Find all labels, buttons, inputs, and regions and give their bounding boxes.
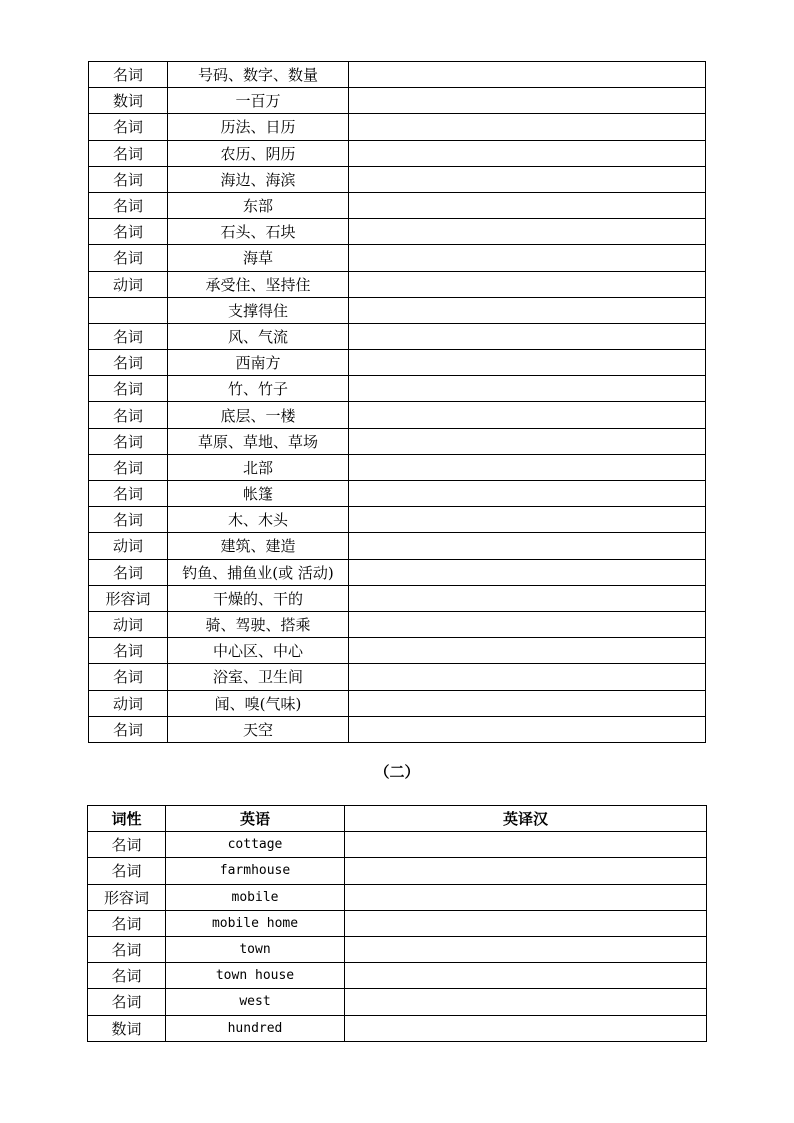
part-of-speech-cell: 名词 bbox=[88, 989, 166, 1015]
answer-cell[interactable] bbox=[349, 690, 706, 716]
table-header-row bbox=[88, 806, 707, 832]
answer-cell[interactable] bbox=[349, 140, 706, 166]
chinese-meaning-cell: 中心区、中心 bbox=[168, 638, 349, 664]
chinese-meaning-cell: 闻、嗅(气味) bbox=[168, 690, 349, 716]
part-of-speech-cell: 名词 bbox=[89, 114, 168, 140]
answer-cell[interactable] bbox=[349, 192, 706, 218]
table-row bbox=[88, 936, 707, 962]
part-of-speech-cell: 名词 bbox=[88, 858, 166, 884]
english-word-cell: mobile bbox=[166, 884, 345, 910]
answer-cell[interactable] bbox=[349, 350, 706, 376]
table-row bbox=[89, 88, 706, 114]
answer-cell[interactable] bbox=[349, 533, 706, 559]
chinese-meaning-cell: 海草 bbox=[168, 245, 349, 271]
english-word-cell: farmhouse bbox=[166, 858, 345, 884]
table-row bbox=[88, 963, 707, 989]
chinese-meaning-cell: 海边、海滨 bbox=[168, 166, 349, 192]
table-row bbox=[89, 690, 706, 716]
chinese-meaning-cell: 风、气流 bbox=[168, 323, 349, 349]
answer-cell[interactable] bbox=[349, 664, 706, 690]
table-row bbox=[89, 114, 706, 140]
answer-cell[interactable] bbox=[349, 716, 706, 742]
part-of-speech-cell: 名词 bbox=[89, 402, 168, 428]
answer-cell[interactable] bbox=[349, 481, 706, 507]
chinese-meaning-cell: 东部 bbox=[168, 192, 349, 218]
answer-cell[interactable] bbox=[349, 585, 706, 611]
part-of-speech-cell bbox=[89, 297, 168, 323]
chinese-meaning-cell: 北部 bbox=[168, 454, 349, 480]
answer-cell[interactable] bbox=[345, 1015, 707, 1041]
table-row bbox=[89, 350, 706, 376]
answer-cell[interactable] bbox=[349, 245, 706, 271]
answer-cell[interactable] bbox=[349, 638, 706, 664]
part-of-speech-cell: 名词 bbox=[89, 664, 168, 690]
chinese-meaning-cell: 历法、日历 bbox=[168, 114, 349, 140]
english-word-cell: cottage bbox=[166, 832, 345, 858]
table-row bbox=[89, 454, 706, 480]
section-title: （二） bbox=[374, 763, 420, 781]
answer-cell[interactable] bbox=[345, 858, 707, 884]
answer-cell[interactable] bbox=[349, 297, 706, 323]
table-row bbox=[88, 1015, 707, 1041]
chinese-meaning-cell: 农历、阴历 bbox=[168, 140, 349, 166]
table-row bbox=[89, 402, 706, 428]
english-word-cell: town bbox=[166, 936, 345, 962]
answer-cell[interactable] bbox=[349, 507, 706, 533]
table-row bbox=[89, 638, 706, 664]
answer-cell[interactable] bbox=[345, 910, 707, 936]
answer-cell[interactable] bbox=[349, 428, 706, 454]
english-word-cell: west bbox=[166, 989, 345, 1015]
answer-cell[interactable] bbox=[349, 114, 706, 140]
table-row bbox=[88, 832, 707, 858]
part-of-speech-cell: 动词 bbox=[89, 271, 168, 297]
answer-cell[interactable] bbox=[349, 323, 706, 349]
part-of-speech-cell: 数词 bbox=[88, 1015, 166, 1041]
answer-cell[interactable] bbox=[345, 963, 707, 989]
part-of-speech-cell: 名词 bbox=[89, 245, 168, 271]
chinese-meaning-cell: 一百万 bbox=[168, 88, 349, 114]
chinese-meaning-cell: 木、木头 bbox=[168, 507, 349, 533]
chinese-meaning-cell: 浴室、卫生间 bbox=[168, 664, 349, 690]
part-of-speech-cell: 名词 bbox=[89, 166, 168, 192]
part-of-speech-cell: 动词 bbox=[89, 690, 168, 716]
table-row bbox=[89, 271, 706, 297]
table-row bbox=[89, 192, 706, 218]
table-row bbox=[88, 910, 707, 936]
part-of-speech-cell: 名词 bbox=[89, 638, 168, 664]
chinese-meaning-cell: 支撑得住 bbox=[168, 297, 349, 323]
chinese-meaning-cell: 石头、石块 bbox=[168, 219, 349, 245]
part-of-speech-cell: 名词 bbox=[88, 832, 166, 858]
part-of-speech-cell: 名词 bbox=[89, 192, 168, 218]
chinese-meaning-cell: 西南方 bbox=[168, 350, 349, 376]
part-of-speech-cell: 名词 bbox=[89, 716, 168, 742]
answer-cell[interactable] bbox=[345, 832, 707, 858]
chinese-meaning-cell: 底层、一楼 bbox=[168, 402, 349, 428]
part-of-speech-cell: 名词 bbox=[89, 454, 168, 480]
english-word-cell: town house bbox=[166, 963, 345, 989]
table-row bbox=[89, 585, 706, 611]
part-of-speech-cell: 名词 bbox=[89, 219, 168, 245]
answer-cell[interactable] bbox=[345, 884, 707, 910]
part-of-speech-cell: 名词 bbox=[89, 376, 168, 402]
part-of-speech-cell: 名词 bbox=[89, 559, 168, 585]
table-row bbox=[89, 297, 706, 323]
answer-cell[interactable] bbox=[345, 936, 707, 962]
answer-cell[interactable] bbox=[345, 989, 707, 1015]
chinese-meaning-cell: 竹、竹子 bbox=[168, 376, 349, 402]
table-row bbox=[89, 611, 706, 637]
answer-cell[interactable] bbox=[349, 271, 706, 297]
part-of-speech-cell: 名词 bbox=[89, 350, 168, 376]
table-row bbox=[88, 858, 707, 884]
table-row bbox=[89, 166, 706, 192]
part-of-speech-cell: 形容词 bbox=[88, 884, 166, 910]
answer-cell[interactable] bbox=[349, 62, 706, 88]
table-row bbox=[89, 716, 706, 742]
table-row bbox=[89, 140, 706, 166]
part-of-speech-cell: 名词 bbox=[89, 507, 168, 533]
answer-cell[interactable] bbox=[349, 88, 706, 114]
part-of-speech-cell: 名词 bbox=[89, 481, 168, 507]
header-translation: 英译汉 bbox=[345, 806, 707, 832]
part-of-speech-cell: 名词 bbox=[88, 910, 166, 936]
table-row bbox=[89, 664, 706, 690]
part-of-speech-cell: 动词 bbox=[89, 533, 168, 559]
table-row bbox=[89, 245, 706, 271]
answer-cell[interactable] bbox=[349, 454, 706, 480]
chinese-meaning-cell: 干燥的、干的 bbox=[168, 585, 349, 611]
table-row bbox=[88, 989, 707, 1015]
table-row bbox=[89, 507, 706, 533]
chinese-meaning-cell: 号码、数字、数量 bbox=[168, 62, 349, 88]
table-row bbox=[89, 376, 706, 402]
part-of-speech-cell: 名词 bbox=[89, 140, 168, 166]
chinese-meaning-cell: 天空 bbox=[168, 716, 349, 742]
part-of-speech-cell: 名词 bbox=[89, 428, 168, 454]
part-of-speech-cell: 形容词 bbox=[89, 585, 168, 611]
answer-cell[interactable] bbox=[349, 219, 706, 245]
part-of-speech-cell: 数词 bbox=[89, 88, 168, 114]
answer-cell[interactable] bbox=[349, 376, 706, 402]
table-row bbox=[88, 884, 707, 910]
header-english: 英语 bbox=[166, 806, 345, 832]
answer-cell[interactable] bbox=[349, 166, 706, 192]
vocab-table-english-to-chinese bbox=[87, 805, 707, 1042]
part-of-speech-cell: 动词 bbox=[89, 611, 168, 637]
header-part-of-speech: 词性 bbox=[88, 806, 166, 832]
english-word-cell: mobile home bbox=[166, 910, 345, 936]
chinese-meaning-cell: 建筑、建造 bbox=[168, 533, 349, 559]
part-of-speech-cell: 名词 bbox=[89, 323, 168, 349]
table-row bbox=[89, 533, 706, 559]
table-row bbox=[89, 62, 706, 88]
vocab-table-chinese-to-english bbox=[88, 61, 706, 743]
table-row bbox=[89, 481, 706, 507]
table-row bbox=[89, 559, 706, 585]
part-of-speech-cell: 名词 bbox=[89, 62, 168, 88]
answer-cell[interactable] bbox=[349, 559, 706, 585]
table-row bbox=[89, 428, 706, 454]
chinese-meaning-cell: 钓鱼、捕鱼业(或 活动) bbox=[168, 559, 349, 585]
answer-cell[interactable] bbox=[349, 611, 706, 637]
chinese-meaning-cell: 帐篷 bbox=[168, 481, 349, 507]
vocab-table-body bbox=[88, 832, 707, 1042]
table-row bbox=[89, 323, 706, 349]
part-of-speech-cell: 名词 bbox=[88, 936, 166, 962]
chinese-meaning-cell: 草原、草地、草场 bbox=[168, 428, 349, 454]
english-word-cell: hundred bbox=[166, 1015, 345, 1041]
table-row bbox=[89, 219, 706, 245]
answer-cell[interactable] bbox=[349, 402, 706, 428]
chinese-meaning-cell: 承受住、坚持住 bbox=[168, 271, 349, 297]
vocab-table-body bbox=[89, 62, 706, 743]
part-of-speech-cell: 名词 bbox=[88, 963, 166, 989]
chinese-meaning-cell: 骑、驾驶、搭乘 bbox=[168, 611, 349, 637]
